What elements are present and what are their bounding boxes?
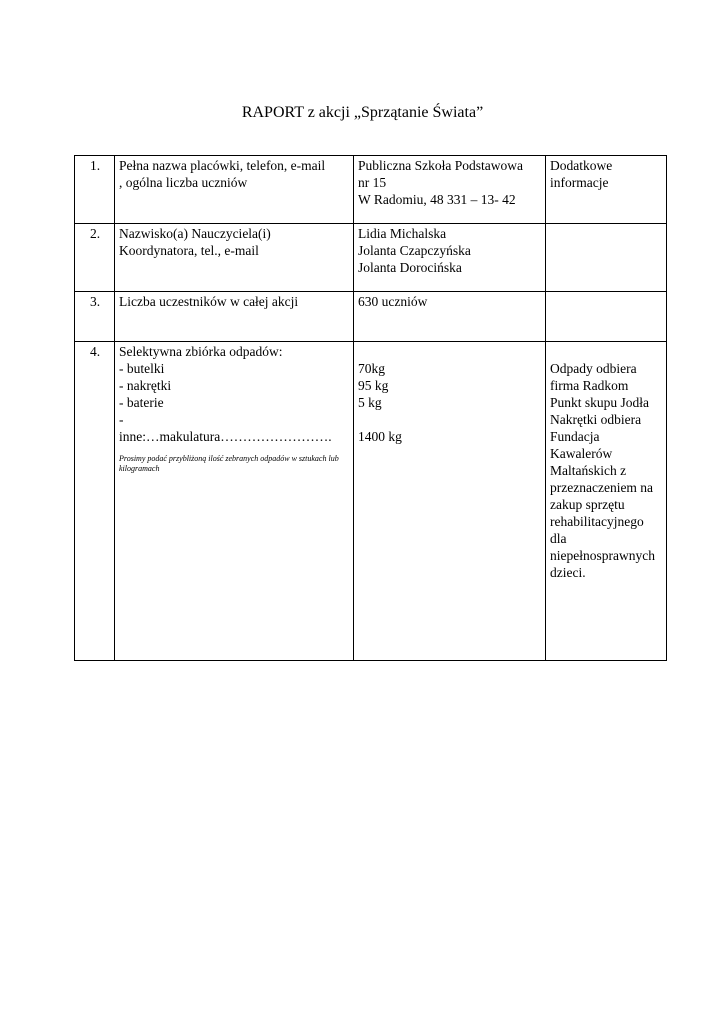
row-extra (546, 342, 667, 661)
value-line: nr 15 (358, 175, 387, 190)
table-row (75, 156, 667, 224)
label-line: - nakrętki (119, 378, 172, 393)
row-extra (546, 224, 667, 292)
row-extra (546, 292, 667, 342)
label-line: Liczba uczestników w całej akcji (119, 294, 299, 309)
row-value (354, 224, 546, 292)
row-number: 2. (75, 224, 115, 292)
label-line: Koordynatora, tel., e-mail (119, 243, 259, 258)
table-row (75, 224, 667, 292)
extra-text: Odpady odbiera firma Radkom Punkt skupu Jodła Nakrętki odbiera Fundacja Kawalerów Maltańskich z przeznaczeniem na zakup sprzętu rehabilitacyjnego dla niepełnosprawnych dzieci. (550, 361, 655, 580)
label-line: , ogólna liczba uczniów (119, 175, 248, 190)
row-number: 3. (75, 292, 115, 342)
report-table (74, 155, 667, 661)
label-line: Nazwisko(a) Nauczyciela(i) (119, 226, 271, 241)
value-line: W Radomiu, 48 331 – 13- 42 (358, 192, 516, 207)
row-value (354, 292, 546, 342)
label-line: inne:…makulatura……………………. (119, 429, 332, 444)
row-value (354, 342, 546, 661)
value-line: Jolanta Czapczyńska (358, 243, 471, 258)
label-line: - (119, 412, 124, 427)
page-title: RAPORT z akcji „Sprzątanie Świata” (241, 104, 484, 121)
value-line: Lidia Michalska (358, 226, 447, 241)
value-line: 630 uczniów (358, 294, 428, 309)
value-line: Jolanta Dorocińska (358, 260, 462, 275)
row-label (115, 342, 354, 661)
row-number: 1. (75, 156, 115, 224)
row-label (115, 224, 354, 292)
row-value (354, 156, 546, 224)
value-line: 70kg (358, 361, 385, 376)
value-line: 1400 kg (358, 429, 402, 444)
label-line: Pełna nazwa placówki, telefon, e-mail (119, 158, 326, 173)
label-line: - butelki (119, 361, 165, 376)
row-extra (546, 156, 667, 224)
value-line: 95 kg (358, 378, 389, 393)
row-number: 4. (75, 342, 115, 661)
value-line: 5 kg (358, 395, 382, 410)
table-row (75, 342, 667, 661)
value-line: Publiczna Szkoła Podstawowa (358, 158, 523, 173)
label-line: Selektywna zbiórka odpadów: (119, 344, 283, 359)
table-row (75, 292, 667, 342)
row-label (115, 156, 354, 224)
label-line: - baterie (119, 395, 164, 410)
extra-text: Dodatkowe informacje (550, 158, 613, 190)
instruction-note: Prosimy podać przybliżoną ilość zebranych odpadów w sztukach lub kilogramach (119, 454, 339, 473)
row-label (115, 292, 354, 342)
